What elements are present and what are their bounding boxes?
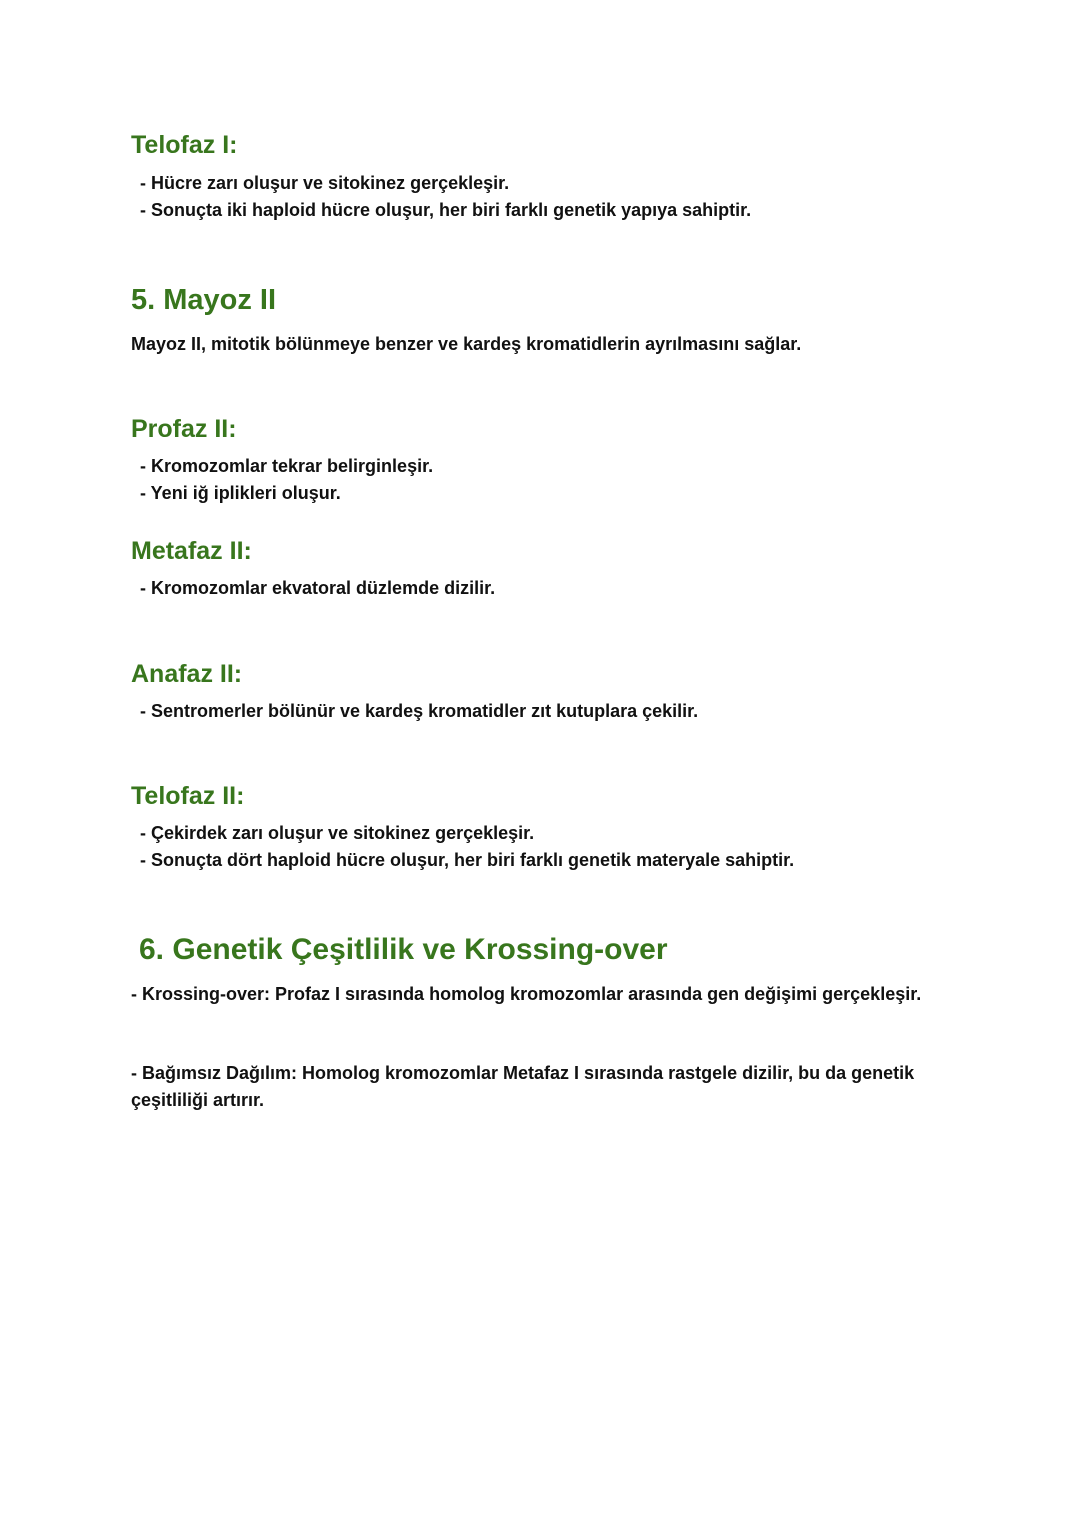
metafaz-2-heading: Metafaz II: bbox=[131, 537, 252, 565]
profaz-2-heading: Profaz II: bbox=[131, 415, 237, 443]
list-item: - Sentromerler bölünür ve kardeş kromatidler zıt kutuplara çekilir. bbox=[140, 701, 699, 721]
metafaz-2-list bbox=[140, 575, 495, 602]
bagimsiz-dagilim-paragraph: - Bağımsız Dağılım: Homolog kromozomlar Metafaz I sırasında rastgele dizilir, bu da genetik çeşitliliği artırır. bbox=[131, 1063, 915, 1110]
list-item: - Sonuçta dört haploid hücre oluşur, her biri farklı genetik materyale sahiptir. bbox=[140, 850, 795, 870]
list-item: - Çekirdek zarı oluşur ve sitokinez gerçekleşir. bbox=[140, 823, 535, 843]
genetik-cesitlilik-heading: 6. Genetik Çeşitlilik ve Krossing-over bbox=[139, 933, 668, 966]
list-item: - Hücre zarı oluşur ve sitokinez gerçekleşir. bbox=[140, 173, 510, 193]
profaz-2-list bbox=[140, 453, 433, 507]
mayoz-2-intro: Mayoz II, mitotik bölünmeye benzer ve kardeş kromatidlerin ayrılmasını sağlar. bbox=[131, 334, 802, 354]
list-item: - Sonuçta iki haploid hücre oluşur, her biri farklı genetik yapıya sahiptir. bbox=[140, 200, 752, 220]
telofaz-1-list bbox=[140, 170, 751, 224]
telofaz-2-list bbox=[140, 820, 794, 874]
list-item: - Kromozomlar tekrar belirginleşir. bbox=[140, 456, 434, 476]
krossing-over-paragraph: - Krossing-over: Profaz I sırasında homolog kromozomlar arasında gen değişimi gerçekleşir. bbox=[131, 984, 922, 1004]
anafaz-2-heading: Anafaz II: bbox=[131, 660, 243, 688]
list-item: - Yeni iğ iplikleri oluşur. bbox=[140, 483, 341, 503]
telofaz-1-heading: Telofaz I: bbox=[131, 131, 238, 159]
anafaz-2-list bbox=[140, 698, 698, 725]
telofaz-2-heading: Telofaz II: bbox=[131, 782, 245, 810]
list-item: - Kromozomlar ekvatoral düzlemde dizilir. bbox=[140, 578, 496, 598]
mayoz-2-heading: 5. Mayoz II bbox=[131, 284, 277, 316]
